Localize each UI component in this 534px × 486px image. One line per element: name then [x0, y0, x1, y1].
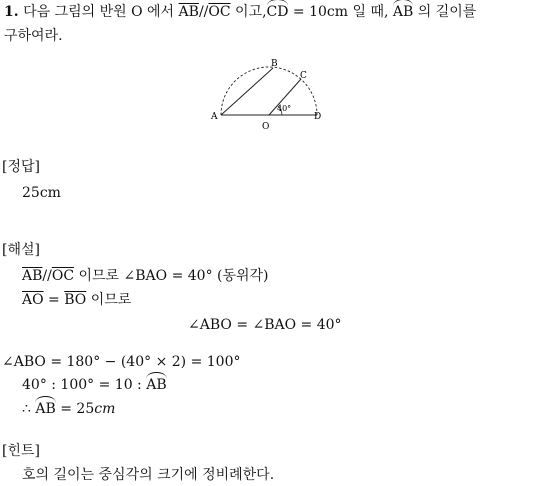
- segment-ab: $\overline{AB}$: [22, 268, 43, 284]
- label-a: A: [211, 112, 218, 122]
- parallel-symbol: //: [42, 268, 52, 284]
- segment-oc: $\overline{OC}$: [51, 268, 75, 284]
- problem-text-mid: 이고,: [235, 4, 267, 20]
- segment-bo: $\overline{BO}$: [64, 292, 87, 308]
- problem-line-1: [4, 2, 476, 22]
- answer-value: 25cm: [22, 185, 61, 201]
- line-ab: [221, 68, 273, 115]
- equals-sign: =: [48, 292, 60, 308]
- label-b: B: [271, 59, 278, 69]
- result-value: = 25: [60, 401, 95, 417]
- explanation-line-1: [22, 266, 269, 286]
- ratio-text: 40° : 100° = 10 :: [22, 377, 142, 393]
- segment-ab: $\overline{AB}$: [178, 4, 199, 20]
- semicircle-figure: [200, 55, 340, 135]
- segment-ao: $\overline{AO}$: [22, 292, 44, 308]
- problem-text-eq: = 10cm 일 때,: [292, 4, 389, 20]
- problem-text-post: 의 길이를: [417, 4, 477, 20]
- therefore-symbol: ∴: [22, 401, 31, 417]
- arc-ab: AB: [146, 377, 167, 393]
- label-d: D: [314, 112, 322, 122]
- answer-header: [정답]: [2, 159, 40, 175]
- parallel-symbol: //: [198, 4, 209, 20]
- explanation-line-2: [22, 290, 131, 310]
- arc-cd: CD: [266, 4, 289, 20]
- explanation-line-6: [22, 399, 115, 419]
- problem-text-pre: 다음 그림의 반원 O 에서: [23, 4, 175, 20]
- angle-label: 40°: [277, 104, 292, 113]
- segment-oc: $\overline{OC}$: [208, 4, 231, 20]
- explanation-text: 이므로 ∠BAO = 40° (동위각): [78, 268, 269, 284]
- hint-text: 호의 길이는 중심각의 크기에 정비례한다.: [22, 467, 275, 483]
- label-c: C: [300, 71, 307, 81]
- arc-ab: AB: [392, 4, 414, 20]
- arc-ab: AB: [35, 401, 56, 417]
- problem-line-2: 구하여라.: [4, 28, 63, 44]
- problem-number: 1.: [4, 4, 19, 20]
- explanation-line-5: [22, 375, 167, 395]
- hint-header: [힌트]: [2, 443, 40, 459]
- explanation-header: [해설]: [2, 242, 40, 258]
- explanation-line-4: ∠ABO = 180° − (40° × 2) = 100°: [2, 354, 241, 370]
- explanation-line-3: ∠ABO = ∠BAO = 40°: [188, 317, 342, 333]
- label-o: O: [262, 122, 270, 132]
- result-unit: cm: [94, 401, 116, 417]
- explanation-text: 이므로: [90, 292, 132, 308]
